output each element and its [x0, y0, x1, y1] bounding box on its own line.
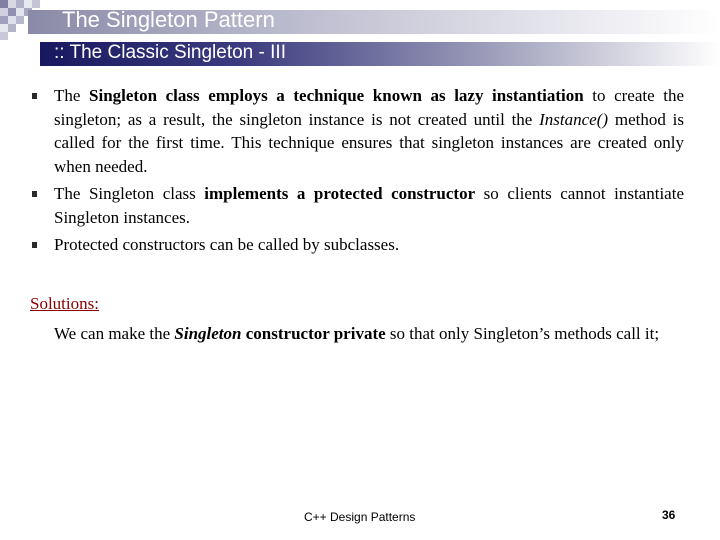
solutions-label: Solutions: — [30, 294, 99, 313]
bullet-item-lazy-instantiation: The Singleton class employs a technique known as lazy instantiation to create the singleton; as a result, the singleton instance is not created until the Instance() method is called for the first time. This technique ensures that singleton instances are created only when needed. — [30, 84, 684, 178]
bullet-item-protected-constructor: The Singleton class implements a protected constructor so clients cannot instantiate Singleton instances. — [30, 182, 684, 229]
square-bullet-icon — [32, 93, 37, 99]
page-number: 36 — [662, 508, 676, 522]
solutions-text: We can make the Singleton constructor private so that only Singleton’s methods call it; — [54, 324, 660, 343]
bullet-item-subclasses: Protected constructors can be called by subclasses. — [30, 233, 684, 257]
square-bullet-icon — [32, 191, 37, 197]
bullet-list — [30, 84, 684, 261]
square-bullet-icon — [32, 242, 37, 248]
slide-title: The Singleton Pattern — [62, 7, 275, 32]
slide-subtitle: :: The Classic Singleton - III — [54, 42, 286, 63]
footer-text: C++ Design Patterns — [304, 510, 416, 524]
